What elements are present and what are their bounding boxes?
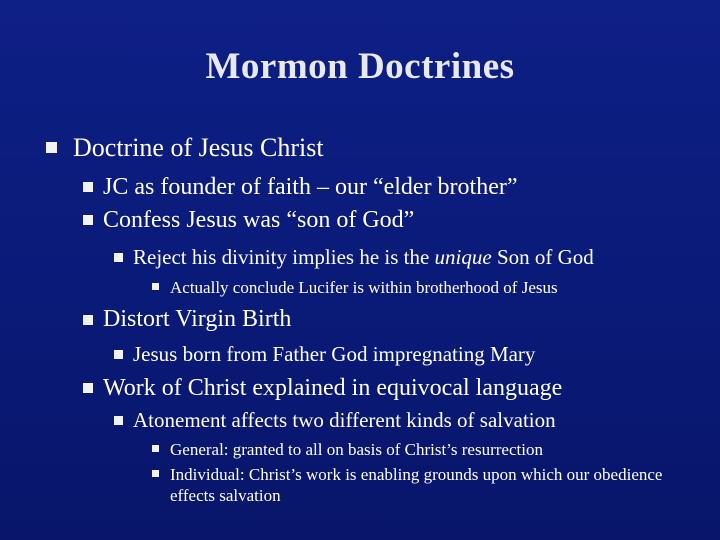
square-bullet-icon xyxy=(152,283,159,290)
bullet-jesus-born: Jesus born from Father God impregnating Mary xyxy=(133,342,536,366)
square-bullet-icon xyxy=(152,445,159,452)
square-bullet-icon xyxy=(83,182,93,192)
bullet-atonement: Atonement affects two different kinds of salvation xyxy=(133,408,556,432)
square-bullet-icon xyxy=(83,215,93,225)
square-bullet-icon xyxy=(114,253,123,262)
bullet-individual-salvation: Individual: Christ’s work is enabling grounds upon which our obedience effects salvation xyxy=(170,465,663,505)
bullet-reject-divinity-text-start: Reject his divinity implies he is the xyxy=(133,245,435,269)
bullet-jc-founder: JC as founder of faith – our “elder brother” xyxy=(103,174,518,200)
slide-title: Mormon Doctrines xyxy=(205,46,515,87)
square-bullet-icon xyxy=(46,142,57,153)
bullet-reject-divinity-text-end: Son of God xyxy=(491,245,594,269)
bullet-distort-virgin-birth: Distort Virgin Birth xyxy=(103,306,292,332)
square-bullet-icon xyxy=(83,315,93,325)
bullet-confess-son-of-god: Confess Jesus was “son of God” xyxy=(103,207,415,233)
bullet-general-salvation: General: granted to all on basis of Christ’s resurrection xyxy=(170,440,543,459)
square-bullet-icon xyxy=(152,470,159,477)
square-bullet-icon xyxy=(114,350,123,359)
bullet-lucifer-brotherhood: Actually conclude Lucifer is within brotherhood of Jesus xyxy=(170,278,558,297)
bullet-doctrine-of-jesus-christ: Doctrine of Jesus Christ xyxy=(73,133,324,162)
bullet-work-of-christ: Work of Christ explained in equivocal language xyxy=(103,375,563,401)
bullet-reject-divinity-emphasis: unique xyxy=(434,245,492,269)
square-bullet-icon xyxy=(83,383,93,393)
bullet-reject-divinity xyxy=(133,245,594,270)
square-bullet-icon xyxy=(114,416,123,425)
